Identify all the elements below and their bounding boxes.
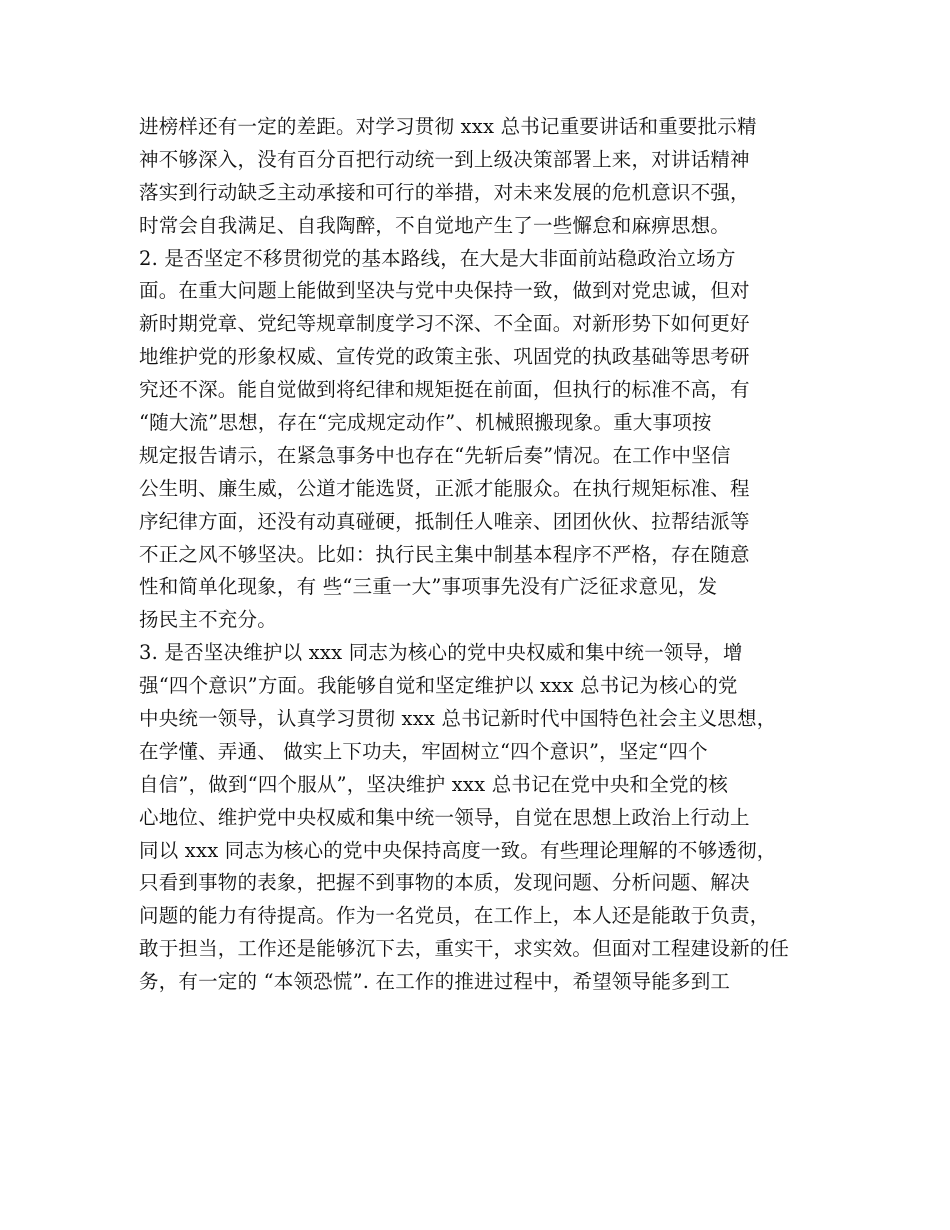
text-line-7: 新时期党章、党纪等规章制度学习不深、不全面。对新形势下如何更好 (139, 312, 750, 336)
text-line-18: 强“四个意识”方面。我能够自觉和坚定维护以 xxx 总书记为核心的党 (139, 674, 738, 698)
text-line-26: 敢于担当，工作还是能够沉下去，重实干，求实效。但面对工程建设新的任 (139, 937, 790, 961)
text-line-11: 规定报告请示，在紧急事务中也存在“先斩后奏”情况。在工作中坚信 (139, 443, 731, 467)
text-line-14: 不正之风不够坚决。比如：执行民主集中制基本程序不严格，存在随意 (139, 542, 750, 566)
text-line-17: 3. 是否坚决维护以 xxx 同志为核心的党中央权威和集中统一领导，增 (139, 641, 743, 665)
text-line-24: 只看到事物的表象，把握不到事物的本质，发现问题、分析问题、解决 (139, 871, 750, 895)
document-body (139, 111, 829, 999)
text-line-5: 2. 是否坚定不移贯彻党的基本路线，在大是大非面前站稳政治立场方 (139, 246, 736, 270)
text-line-2: 神不够深入，没有百分百把行动统一到上级决策部署上来，对讲话精神 (139, 147, 750, 171)
text-line-13: 序纪律方面，还没有动真碰硬，抵制任人唯亲、团团伙伙、拉帮结派等 (139, 509, 750, 533)
text-line-16: 扬民主不充分。 (139, 608, 277, 632)
text-line-8: 地维护党的形象权威、宣传党的政策主张、巩固党的执政基础等思考研 (139, 345, 750, 369)
text-line-10: “随大流”思想，存在“完成规定动作”、机械照搬现象。重大事项按 (139, 411, 712, 435)
text-line-22: 心地位、维护党中央权威和集中统一领导，自觉在思想上政治上行动上 (139, 805, 750, 829)
text-line-23: 同以 xxx 同志为核心的党中央保持高度一致。有些理论理解的不够透彻， (139, 838, 777, 862)
text-line-9: 究还不深。能自觉做到将纪律和规矩挺在前面，但执行的标准不高，有 (139, 378, 750, 402)
text-line-12: 公生明、廉生威，公道才能选贤，正派才能服众。在执行规矩标准、程 (139, 476, 750, 500)
text-line-20: 在学懂、弄通、 做实上下功夫，牢固树立“四个意识”，坚定“四个 (139, 739, 708, 763)
text-line-27: 务，有一定的 “本领恐慌”. 在工作的推进过程中，希望领导能多到工 (139, 970, 731, 994)
text-line-1: 进榜样还有一定的差距。对学习贯彻 xxx 总书记重要讲话和重要批示精 (139, 115, 757, 138)
text-line-21: 自信”，做到“四个服从”，坚决维护 xxx 总书记在党中央和全党的核 (139, 772, 729, 796)
text-line-6: 面。在重大问题上能做到坚决与党中央保持一致，做到对党忠诚，但对 (139, 279, 750, 303)
text-line-4: 时常会自我满足、自我陶醉，不自觉地产生了一些懈怠和麻痹思想。 (139, 213, 731, 237)
text-line-19: 中央统一领导，认真学习贯彻 xxx 总书记新时代中国特色社会主义思想， (139, 707, 777, 731)
text-line-25: 问题的能力有待提高。作为一名党员，在工作上，本人还是能敢于负责， (139, 904, 770, 928)
text-line-15: 性和简单化现象，有 些“三重一大”事项事先没有广泛征求意见，发 (139, 575, 718, 599)
text-line-3: 落实到行动缺乏主动承接和可行的举措，对未来发展的危机意识不强， (139, 180, 750, 204)
